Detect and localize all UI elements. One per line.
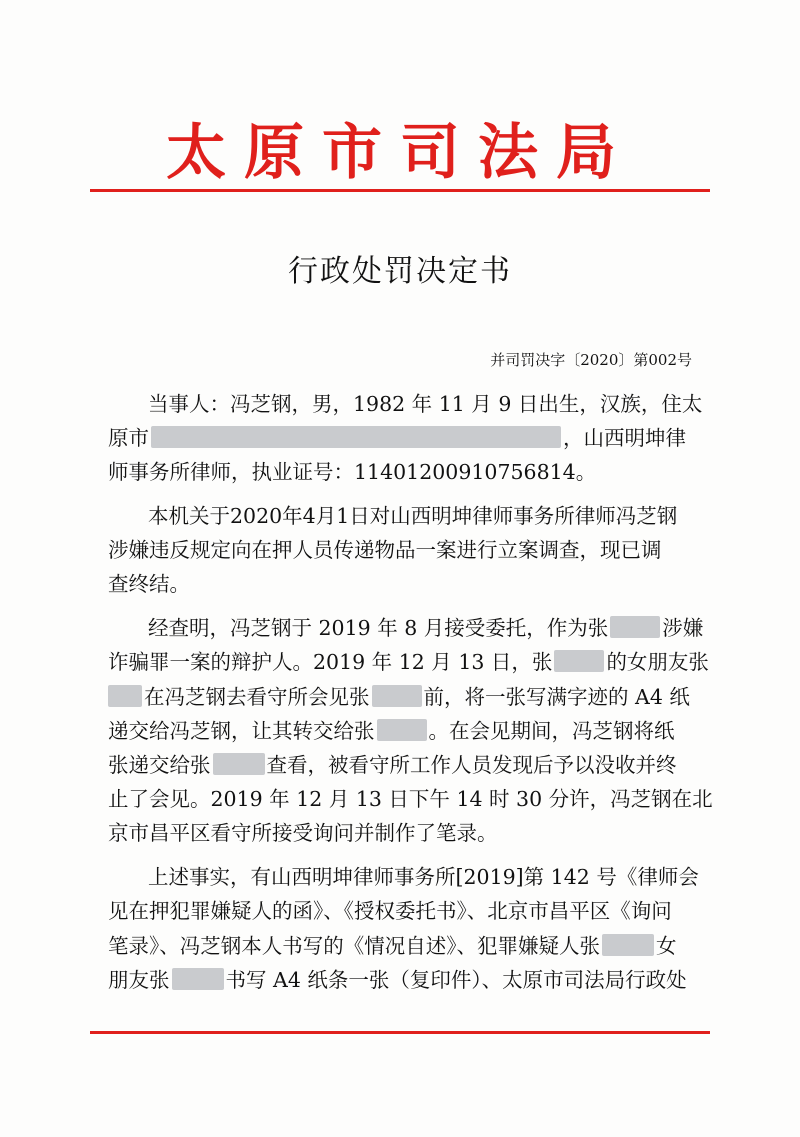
body-line: 查终结。 bbox=[108, 572, 190, 596]
body-line: 师事务所律师，执业证号：11401200910756814。 bbox=[108, 460, 597, 484]
body-line: 涉嫌违反规定向在押人员传递物品一案进行立案调查，现已调 bbox=[108, 538, 662, 562]
body-line: 张递交给张 查看，被看守所工作人员发现后予以没收并终 bbox=[108, 753, 677, 777]
redaction-block bbox=[172, 968, 224, 990]
redaction-block bbox=[602, 934, 654, 956]
redaction-block bbox=[372, 685, 422, 707]
redaction-block bbox=[610, 616, 660, 638]
body-line: 京市昌平区看守所接受询问并制作了笔录。 bbox=[108, 821, 498, 845]
body-line: 原市 ，山西明坤律 bbox=[108, 426, 686, 450]
document-number: 并司罚决字〔2020〕第002号 bbox=[490, 351, 692, 369]
body-line: 当事人：冯芝钢，男，1982 年 11 月 9 日出生，汉族，住太 bbox=[148, 392, 703, 416]
body-line: 在冯芝钢去看守所会见张 前，将一张写满字迹的 A4 纸 bbox=[108, 680, 698, 714]
body-line: 递交给冯芝钢，让其转交给张 。在会见期间，冯芝钢将纸 bbox=[108, 719, 675, 743]
letterhead-title: 太原市司法局 bbox=[166, 118, 634, 188]
redaction-block bbox=[151, 426, 561, 448]
letterhead-red-rule bbox=[90, 189, 710, 192]
redaction-block bbox=[108, 685, 142, 707]
redaction-block bbox=[377, 719, 427, 741]
redaction-block bbox=[213, 753, 265, 775]
footer-red-rule bbox=[90, 1031, 710, 1034]
document-title: 行政处罚决定书 bbox=[288, 254, 512, 289]
body-line: 诈骗罪一案的辩护人。2019 年 12 月 13 日，张 的女朋友张 bbox=[108, 650, 709, 674]
body-line: 朋友张 书写 A4 纸条一张（复印件）、太原市司法局行政处 bbox=[108, 968, 687, 992]
body-line: 止了会见。2019 年 12 月 13 日下午 14 时 30 分许，冯芝钢在北 bbox=[108, 787, 713, 811]
body-line: 经查明，冯芝钢于 2019 年 8 月接受委托，作为张 涉嫌 bbox=[148, 616, 704, 640]
body-line: 见在押犯罪嫌疑人的函》、《授权委托书》、北京市昌平区《询问 bbox=[108, 899, 672, 923]
body-line: 笔录》、冯芝钢本人书写的《情况自述》、犯罪嫌疑人张 女 bbox=[108, 934, 677, 958]
body-line: 本机关于2020年4月1日对山西明坤律师事务所律师冯芝钢 bbox=[148, 504, 678, 528]
redaction-block bbox=[554, 650, 604, 672]
body-line: 上述事实，有山西明坤律师事务所[2019]第 142 号《律师会 bbox=[148, 865, 699, 889]
